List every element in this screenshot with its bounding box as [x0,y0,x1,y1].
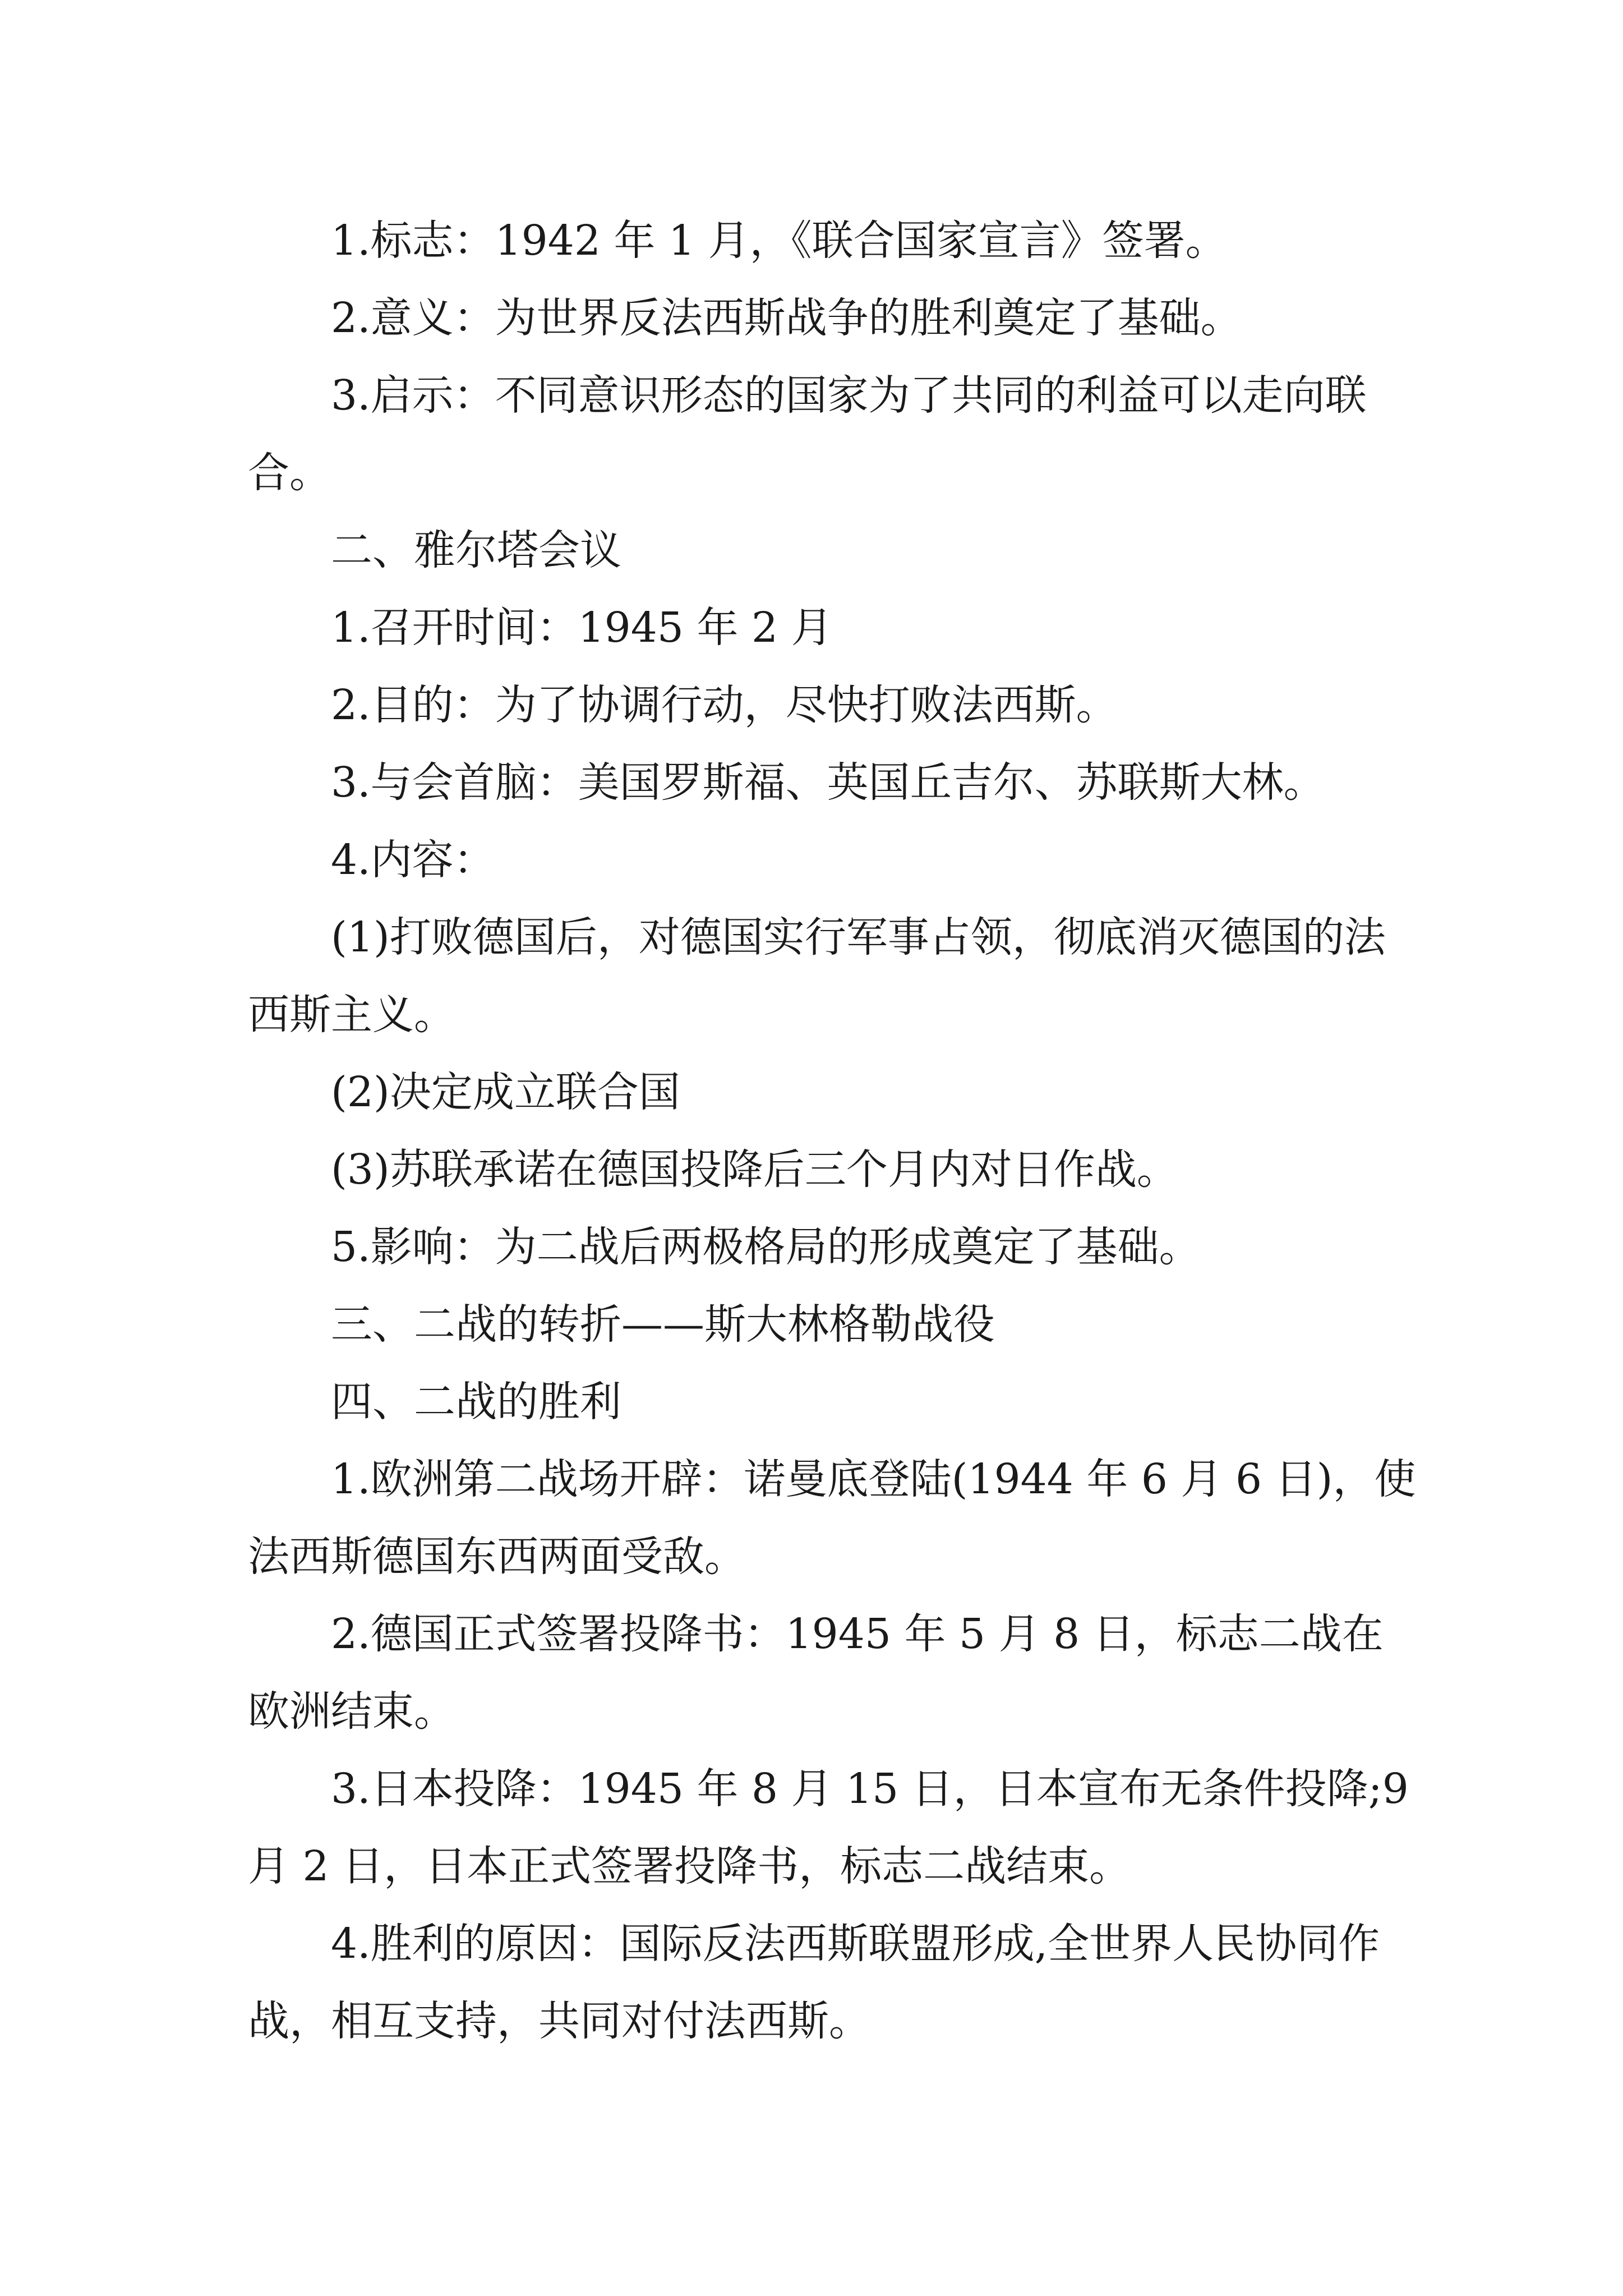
paragraph-germany-surrender: 2.德国正式签署投降书：1945 年 5 月 8 日，标志二战在欧洲结束。 [248,1610,1384,1736]
paragraph-second-front: 1.欧洲第二战场开辟：诺曼底登陆(1944 年 6 月 6 日)，使法西斯德国东西两面受敌。 [248,1455,1416,1581]
paragraph-yalta-impact: 5.影响：为二战后两极格局的形成奠定了基础。 [331,1223,1201,1271]
paragraph-yalta-purpose: 2.目的：为了协调行动，尽快打败法西斯。 [331,681,1118,729]
paragraph-signing-declaration: 1.标志：1942 年 1 月，《联合国家宣言》签署。 [331,217,1227,265]
document-body [248,202,1420,2060]
paragraph-content-item-2: (2)决定成立联合国 [331,1068,680,1116]
paragraph-yalta-time: 1.召开时间：1945 年 2 月 [331,604,833,652]
paragraph-yalta-content: 4.内容： [331,836,495,884]
paragraph-japan-surrender: 3.日本投降：1945 年 8 月 15 日，日本宣布无条件投降;9 月 2 日，日本正式签署投降书，标志二战结束。 [248,1765,1409,1890]
paragraph-yalta-leaders: 3.与会首脑：美国罗斯福、英国丘吉尔、苏联斯大林。 [331,758,1325,807]
paragraph-significance: 2.意义：为世界反法西斯战争的胜利奠定了基础。 [331,294,1242,342]
paragraph-content-item-3: (3)苏联承诺在德国投降后三个月内对日作战。 [331,1145,1178,1194]
paragraph-content-item-1: (1)打败德国后，对德国实行军事占领，彻底消灭德国的法西斯主义。 [248,913,1386,1039]
section-heading-turning-point: 三、二战的转折——斯大林格勒战役 [331,1300,995,1349]
section-heading-victory: 四、二战的胜利 [331,1378,621,1426]
paragraph-victory-reasons: 4.胜利的原因：国际反法西斯联盟形成,全世界人民协同作战，相互支持，共同对付法西斯。 [248,1920,1380,2045]
paragraph-inspiration: 3.启示：不同意识形态的国家为了共同的利益可以走向联合。 [248,371,1367,497]
section-heading-yalta: 二、雅尔塔会议 [331,526,621,574]
